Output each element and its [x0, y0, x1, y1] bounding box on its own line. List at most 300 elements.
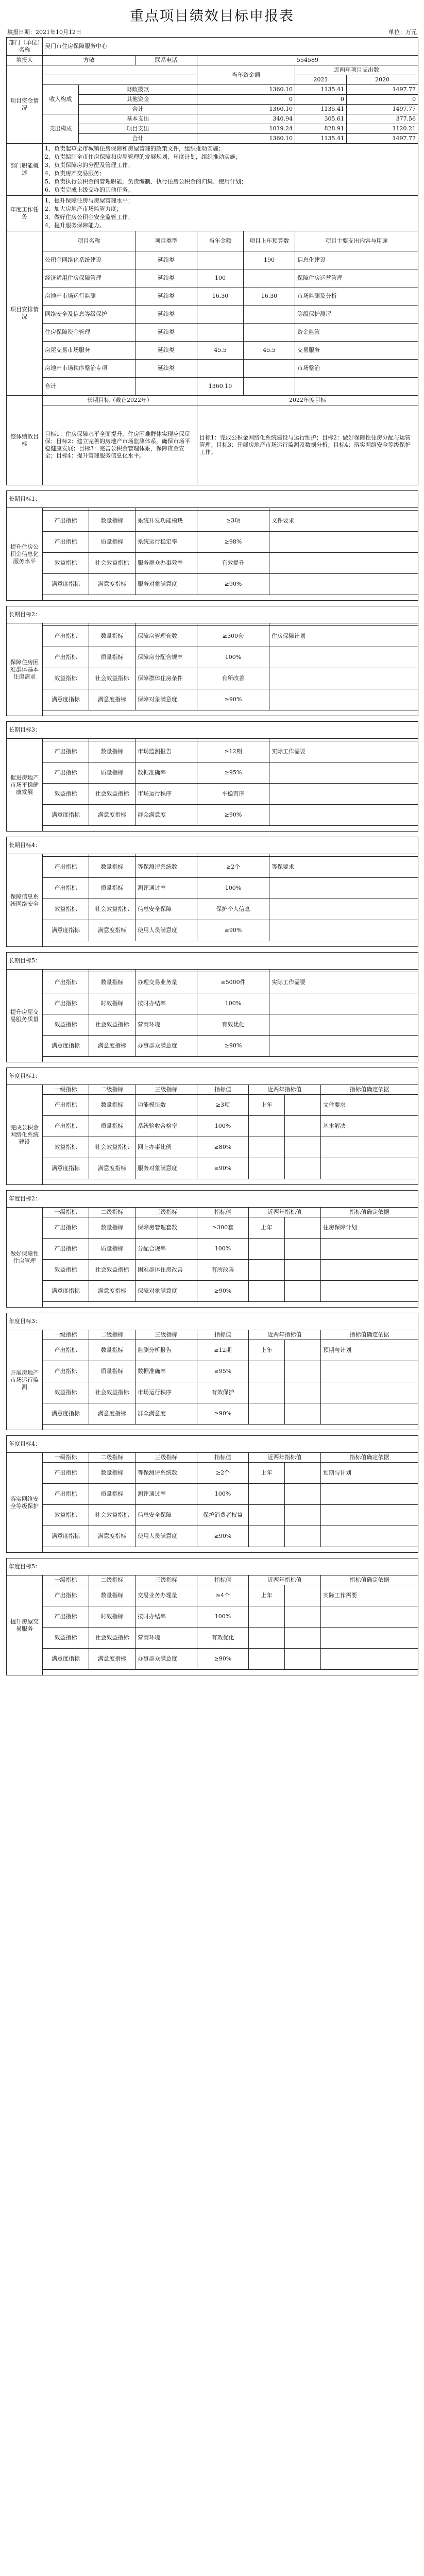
indicator-l2: 满意度指标: [89, 1158, 135, 1179]
indicator-history: [285, 1606, 321, 1628]
block-end: [7, 941, 418, 947]
indicator-history: [285, 1628, 321, 1649]
long-term-head: 长期目标（截止2022年）: [43, 396, 197, 405]
indicator-value: ≥90%: [197, 1649, 249, 1670]
indicator-history: [285, 1585, 321, 1606]
indicator-l1: 满意度指标: [43, 1281, 89, 1302]
project-type: 延续类: [135, 360, 197, 378]
target-content: 提升房屋交易服务质量: [10, 1008, 39, 1023]
indicator-l2: 满意度指标: [89, 805, 135, 826]
indicator-history: 上年: [249, 1585, 285, 1606]
indicator-history: [249, 1628, 285, 1649]
indicator-history: 上年: [249, 1463, 285, 1484]
target-content: 提升房屋交易服务: [10, 1618, 39, 1632]
funding-y1: 305.61: [295, 114, 347, 124]
table-cell: [43, 1302, 418, 1308]
indicator-history: [285, 1095, 321, 1116]
indicator-value: ≥12期: [197, 1340, 249, 1361]
meta-bar: [6, 28, 418, 37]
funding-y1: 1135.41: [295, 85, 347, 95]
indicator-l2: 数量指标: [89, 1217, 135, 1239]
indicator-l2: 数量指标: [89, 1463, 135, 1484]
target-content: 做好保障性住房管理: [10, 1250, 39, 1264]
indicator-basis: [321, 1649, 418, 1670]
indicator-value: 有效提升: [197, 553, 269, 574]
indicator-head: 一级指标: [43, 1208, 89, 1217]
funding-item: 财政拨款: [79, 85, 197, 95]
indicator-head: 指标值: [197, 1085, 249, 1095]
indicator-l2: 质量指标: [89, 1361, 135, 1382]
indicator-l2: 质量指标: [89, 1239, 135, 1260]
indicator-l3: 服务对象满意度: [135, 574, 197, 595]
indicator-basis: [321, 1239, 418, 1260]
project-prior: [244, 360, 295, 378]
target-title: 长期目标3：: [7, 722, 418, 739]
indicator-basis: [269, 574, 418, 595]
indicator-l1: 效益指标: [43, 1014, 89, 1036]
funding-y1: 0: [295, 95, 347, 105]
indicator-value: 有所改善: [197, 668, 269, 689]
indicator-basis: 实际工作需要: [269, 972, 418, 993]
project-prior: [244, 378, 295, 396]
col-prior: 近两年项目支出数: [295, 65, 418, 75]
indicator-history: [285, 1484, 321, 1505]
target-desc-row: [7, 1575, 418, 1585]
long-term-target-table: [6, 721, 418, 832]
phone-value: 554589: [197, 56, 418, 65]
indicator-history: [249, 1361, 285, 1382]
indicator-history: [285, 1361, 321, 1382]
target-block: [6, 1067, 418, 1185]
indicator-head: 指标值确定依据: [321, 1330, 418, 1340]
target-title: 长期目标2：: [7, 606, 418, 623]
target-content: 落实网络安全等级保护: [10, 1495, 39, 1510]
indicator-head: 指标值确定依据: [321, 1208, 418, 1217]
indicator-l2: 质量指标: [89, 878, 135, 899]
indicator-basis: [269, 920, 418, 941]
target-label-cell: [7, 854, 43, 947]
indicator-head: 指标值确定依据: [321, 1575, 418, 1585]
project-use: [295, 378, 418, 396]
target-block: [6, 1190, 418, 1308]
project-name: 房屋交易市场服务: [43, 342, 135, 360]
target-label-cell: [7, 623, 43, 716]
col-head: 项目主要支出内容与用途: [295, 231, 418, 251]
project-use: 市场监测及分析: [295, 287, 418, 306]
indicator-l1: 效益指标: [43, 1505, 89, 1526]
dept-label: 部门（单位）名称: [7, 38, 43, 56]
indicator-l3: 服务群众办事效率: [135, 553, 197, 574]
indicator-l3: 市场监测报告: [135, 741, 197, 762]
funding-label: 项目资金情况: [7, 65, 43, 144]
fill-date: 填报日期：2021年10月12日: [7, 29, 81, 36]
indicator-l3: 网上办事比例: [135, 1137, 197, 1158]
task-line: 1、提升保障住房与房屋管理水平；: [45, 197, 133, 204]
indicator-l3: 保障对象满意度: [135, 1281, 197, 1302]
indicator-l3: 保障群体住房条件: [135, 668, 197, 689]
duty-line: 2、负责编制全市住房保障和房屋管理的发展规划、年度计划，组织推动实施；: [45, 154, 241, 160]
indicator-value: 有效优化: [197, 1628, 249, 1649]
indicator-l1: 产出指标: [43, 878, 89, 899]
indicator-l3: 系统开发功能模块: [135, 511, 197, 532]
duty-line: 3、负责保障房的分配及管理工作；: [45, 162, 133, 168]
indicator-l2: 社会效益指标: [89, 1014, 135, 1036]
funding-y2: 1497.77: [347, 85, 418, 95]
indicator-value: ≥4个: [197, 1585, 249, 1606]
indicator-l2: 数量指标: [89, 626, 135, 647]
indicator-l1: 产出指标: [43, 993, 89, 1014]
indicator-l3: 按时办结率: [135, 1606, 197, 1628]
indicator-l3: 测评通过率: [135, 1484, 197, 1505]
indicator-l3: 等保测评系统数: [135, 857, 197, 878]
indicator-l2: 满意度指标: [89, 920, 135, 941]
target-title-row: [7, 1313, 418, 1330]
target-desc-row: [7, 1330, 418, 1340]
table-cell: [43, 826, 418, 832]
target-block: [6, 490, 418, 601]
indicator-l3: 群众满意度: [135, 1403, 197, 1425]
project-use: 保障住房运营管理: [295, 269, 418, 287]
indicator-head: 指标值确定依据: [321, 1453, 418, 1463]
table-cell: [43, 75, 197, 85]
target-block: [6, 1313, 418, 1430]
target-desc-row: [7, 1453, 418, 1463]
indicator-head: 三级指标: [135, 1208, 197, 1217]
indicator-history: [249, 1606, 285, 1628]
duty-line: 6、负责完成上级交办的其他任务。: [45, 187, 133, 193]
indicator-l2: 社会效益指标: [89, 1628, 135, 1649]
indicator-history: [249, 1505, 285, 1526]
indicator-history: [285, 1116, 321, 1137]
indicator-l1: 产出指标: [43, 857, 89, 878]
indicator-l2: 满意度指标: [89, 689, 135, 710]
project-row: [7, 378, 418, 396]
project-type: 延续类: [135, 324, 197, 342]
funding-row: [7, 85, 418, 95]
indicator-basis: [269, 878, 418, 899]
target-title: 长期目标5：: [7, 953, 418, 970]
indicator-value: 保护消费者权益: [197, 1505, 249, 1526]
person-label: 填报人: [7, 56, 43, 65]
indicator-l2: 数量指标: [89, 511, 135, 532]
table-cell: [43, 1670, 418, 1675]
indicator-basis: 实际工作需要: [321, 1585, 418, 1606]
target-title: 年度目标4：: [7, 1436, 418, 1453]
target-content: 促进房地产市场平稳健康发展: [10, 774, 39, 795]
long-term-section: [6, 490, 418, 1062]
funding-y1: 828.91: [295, 124, 347, 134]
indicator-l1: 产出指标: [43, 762, 89, 784]
project-row: [7, 360, 418, 378]
indicator-basis: [269, 784, 418, 805]
target-label-cell: [7, 1575, 43, 1675]
block-end: [7, 710, 418, 716]
indicator-value: ≥300套: [197, 626, 269, 647]
annual-target-table: [6, 1558, 418, 1675]
indicator-l3: 保障房分配合规率: [135, 647, 197, 668]
indicator-l2: 质量指标: [89, 532, 135, 553]
indicator-basis: 住房保障计划: [269, 626, 418, 647]
project-use: 信息化建设: [295, 251, 418, 269]
indicator-l3: 数据准确率: [135, 1361, 197, 1382]
table-cell: [43, 941, 418, 947]
target-label-cell: [7, 739, 43, 832]
indicator-l1: 满意度指标: [43, 1036, 89, 1057]
long-term-target-table: [6, 837, 418, 947]
indicator-basis: [321, 1526, 418, 1547]
block-end: [7, 1179, 418, 1185]
indicator-value: 100%: [197, 993, 269, 1014]
indicator-l1: 产出指标: [43, 1340, 89, 1361]
long-term-target-table: [6, 952, 418, 1062]
tasks-row: [7, 196, 418, 231]
annual-target-table: [6, 1435, 418, 1553]
project-prior: [244, 269, 295, 287]
indicator-l3: 保障房管理套数: [135, 626, 197, 647]
project-amount: [197, 324, 244, 342]
target-label-cell: [7, 1085, 43, 1185]
indicator-value: ≥90%: [197, 1036, 269, 1057]
project-row: [7, 287, 418, 306]
indicator-l2: 数量指标: [89, 1095, 135, 1116]
target-desc-row: [7, 1208, 418, 1217]
indicator-value: 100%: [197, 1116, 249, 1137]
projects-head: [7, 231, 418, 251]
target-title-row: [7, 1558, 418, 1575]
target-content: 保障信息系统网络安全: [10, 893, 39, 907]
indicator-history: [285, 1137, 321, 1158]
indicator-value: ≥90%: [197, 805, 269, 826]
funding-current: 0: [197, 95, 295, 105]
funding-y1: 1135.41: [295, 105, 347, 114]
target-content: 保障住房困难群体基本住房需求: [10, 658, 39, 680]
target-title: 长期目标1：: [7, 491, 418, 508]
project-type: 延续类: [135, 251, 197, 269]
project-name: 住房保障资金管理: [43, 324, 135, 342]
table-cell: [43, 1057, 418, 1062]
indicator-value: ≥90%: [197, 920, 269, 941]
indicator-basis: [321, 1403, 418, 1425]
funding-y2: 1497.77: [347, 134, 418, 144]
duty-line: 1、负责起草全市城镇住房保障和房屋管理的政策文件，组织推动实施；: [45, 145, 224, 152]
indicator-l1: 满意度指标: [43, 1649, 89, 1670]
indicator-basis: [269, 647, 418, 668]
indicator-l2: 社会效益指标: [89, 1137, 135, 1158]
indicator-basis: [269, 553, 418, 574]
project-prior: 16.30: [244, 287, 295, 306]
indicator-l3: 服务对象满意度: [135, 1158, 197, 1179]
indicator-history: [285, 1463, 321, 1484]
indicator-value: ≥80%: [197, 1137, 249, 1158]
tasks-label: 年度工作任务: [7, 196, 43, 231]
indicator-basis: [321, 1382, 418, 1403]
project-prior: [244, 324, 295, 342]
project-row: [7, 251, 418, 269]
project-prior: [244, 306, 295, 324]
indicator-l2: 满意度指标: [89, 1281, 135, 1302]
indicator-basis: [269, 762, 418, 784]
indicator-head: 近两年指标值: [249, 1085, 321, 1095]
project-use: 等级保护测评: [295, 306, 418, 324]
project-name: 合计: [43, 378, 135, 396]
funding-item: 基本支出: [79, 114, 197, 124]
indicator-basis: [269, 532, 418, 553]
indicator-l1: 产出指标: [43, 972, 89, 993]
indicator-head: 一级指标: [43, 1085, 89, 1095]
indicator-value: ≥90%: [197, 1158, 249, 1179]
project-type: 延续类: [135, 342, 197, 360]
project-type: 延续类: [135, 287, 197, 306]
target-label-cell: [7, 1208, 43, 1308]
indicator-l2: 质量指标: [89, 762, 135, 784]
indicator-basis: [269, 1014, 418, 1036]
indicator-l2: 满意度指标: [89, 1036, 135, 1057]
indicator-l1: 产出指标: [43, 1606, 89, 1628]
indicator-l2: 社会效益指标: [89, 553, 135, 574]
indicator-l3: 市场运行秩序: [135, 784, 197, 805]
indicator-basis: 等保要求: [269, 857, 418, 878]
target-title-row: [7, 606, 418, 623]
indicator-basis: 住房保障计划: [321, 1217, 418, 1239]
indicator-l3: 信息安全保障: [135, 899, 197, 920]
col-head: 项目类型: [135, 231, 197, 251]
indicator-basis: [269, 689, 418, 710]
indicator-l1: 产出指标: [43, 1239, 89, 1260]
indicator-l1: 效益指标: [43, 784, 89, 805]
long-term-target-table: [6, 490, 418, 601]
project-name: 公积金网络化系统建设: [43, 251, 135, 269]
indicator-history: [249, 1158, 285, 1179]
funding-item: 项目支出: [79, 124, 197, 134]
indicator-l3: 信息安全保障: [135, 1505, 197, 1526]
indicator-l2: 时效指标: [89, 1606, 135, 1628]
indicator-l1: 效益指标: [43, 1628, 89, 1649]
indicator-basis: [321, 1484, 418, 1505]
indicator-l1: 满意度指标: [43, 1158, 89, 1179]
indicator-l1: 效益指标: [43, 668, 89, 689]
col-head: 项目名称: [43, 231, 135, 251]
target-title: 年度目标2：: [7, 1191, 418, 1208]
indicator-history: [285, 1403, 321, 1425]
indicator-l2: 数量指标: [89, 1340, 135, 1361]
indicator-history: [285, 1505, 321, 1526]
indicator-basis: [321, 1628, 418, 1649]
table-cell: [43, 1425, 418, 1430]
dept-row: [7, 38, 418, 56]
funding-y2: 1120.21: [347, 124, 418, 134]
block-end: [7, 1425, 418, 1430]
indicator-history: [249, 1260, 285, 1281]
indicator-l1: 产出指标: [43, 741, 89, 762]
indicator-l3: 营商环境: [135, 1628, 197, 1649]
indicator-l1: 产出指标: [43, 511, 89, 532]
indicator-basis: [269, 1036, 418, 1057]
funding-y1: 1135.41: [295, 134, 347, 144]
indicator-basis: 实际工作需要: [269, 741, 418, 762]
duty-line: 4、负责房产交易服务；: [45, 170, 105, 177]
indicator-head: 三级指标: [135, 1575, 197, 1585]
indicator-history: [249, 1239, 285, 1260]
indicator-basis: 文件要求: [269, 511, 418, 532]
col-head: 项目上年预算数: [244, 231, 295, 251]
project-prior: 45.5: [244, 342, 295, 360]
annual-text: 目标1：完成公积金网络化系统建设与运行维护；目标2：做好保障性住房分配与运营管理；目标3：开展房地产市场运行监测及数据分析；目标4：落实网络安全等级保护工作。: [197, 405, 418, 485]
indicator-l2: 质量指标: [89, 1484, 135, 1505]
indicator-l3: 监测分析报告: [135, 1340, 197, 1361]
indicator-value: 100%: [197, 647, 269, 668]
project-amount: 100: [197, 269, 244, 287]
indicator-history: [249, 1403, 285, 1425]
target-block: [6, 606, 418, 716]
project-row: [7, 269, 418, 287]
indicator-history: [249, 1382, 285, 1403]
indicator-l3: 办事群众满意度: [135, 1649, 197, 1670]
funding-current: 1360.10: [197, 105, 295, 114]
indicator-l2: 数量指标: [89, 741, 135, 762]
indicator-l1: 满意度指标: [43, 1526, 89, 1547]
indicator-value: ≥98%: [197, 532, 269, 553]
indicator-basis: 文件要求: [321, 1095, 418, 1116]
indicator-value: ≥90%: [197, 1403, 249, 1425]
indicator-l2: 满意度指标: [89, 574, 135, 595]
indicator-head: 三级指标: [135, 1330, 197, 1340]
project-amount: [197, 360, 244, 378]
funding-item: 其他资金: [79, 95, 197, 105]
indicator-l1: 产出指标: [43, 626, 89, 647]
indicator-l3: 群众满意度: [135, 805, 197, 826]
indicator-value: ≥90%: [197, 689, 269, 710]
goals-body: [7, 405, 418, 485]
project-row: [7, 324, 418, 342]
phone-label: 联系电话: [135, 56, 197, 65]
indicator-l3: 市场运行秩序: [135, 1382, 197, 1403]
target-block: [6, 952, 418, 1062]
target-title: 年度目标3：: [7, 1313, 418, 1330]
indicator-l1: 效益指标: [43, 1137, 89, 1158]
indicator-l1: 满意度指标: [43, 574, 89, 595]
indicator-head: 二级指标: [89, 1330, 135, 1340]
project-type: [135, 378, 197, 396]
indicator-value: 平稳有序: [197, 784, 269, 805]
indicator-basis: [321, 1606, 418, 1628]
funding-head: [7, 65, 418, 75]
indicator-l2: 社会效益指标: [89, 784, 135, 805]
indicator-head: 二级指标: [89, 1575, 135, 1585]
funding-current: 1360.10: [197, 85, 295, 95]
indicator-l1: 产出指标: [43, 647, 89, 668]
dept-value: 吴门市住房保障服务中心: [43, 38, 418, 56]
indicator-l3: 保障房管理套数: [135, 1217, 197, 1239]
indicator-head: 近两年指标值: [249, 1208, 321, 1217]
indicator-history: [285, 1382, 321, 1403]
target-title: 长期目标4：: [7, 837, 418, 854]
indicator-l3: 系统验收合格率: [135, 1116, 197, 1137]
indicator-l3: 使用人员满意度: [135, 920, 197, 941]
indicator-l2: 社会效益指标: [89, 1505, 135, 1526]
indicator-head: 一级指标: [43, 1575, 89, 1585]
performance-target-form: [6, 5, 418, 1675]
indicator-l3: 分配合规率: [135, 1239, 197, 1260]
indicator-value: ≥2个: [197, 1463, 249, 1484]
indicator-history: [249, 1526, 285, 1547]
indicator-history: [249, 1281, 285, 1302]
target-label-cell: [7, 1330, 43, 1430]
indicator-history: [249, 1484, 285, 1505]
indicator-head: 三级指标: [135, 1085, 197, 1095]
indicator-l1: 产出指标: [43, 1463, 89, 1484]
indicator-head: 三级指标: [135, 1453, 197, 1463]
indicator-head: 指标值: [197, 1330, 249, 1340]
